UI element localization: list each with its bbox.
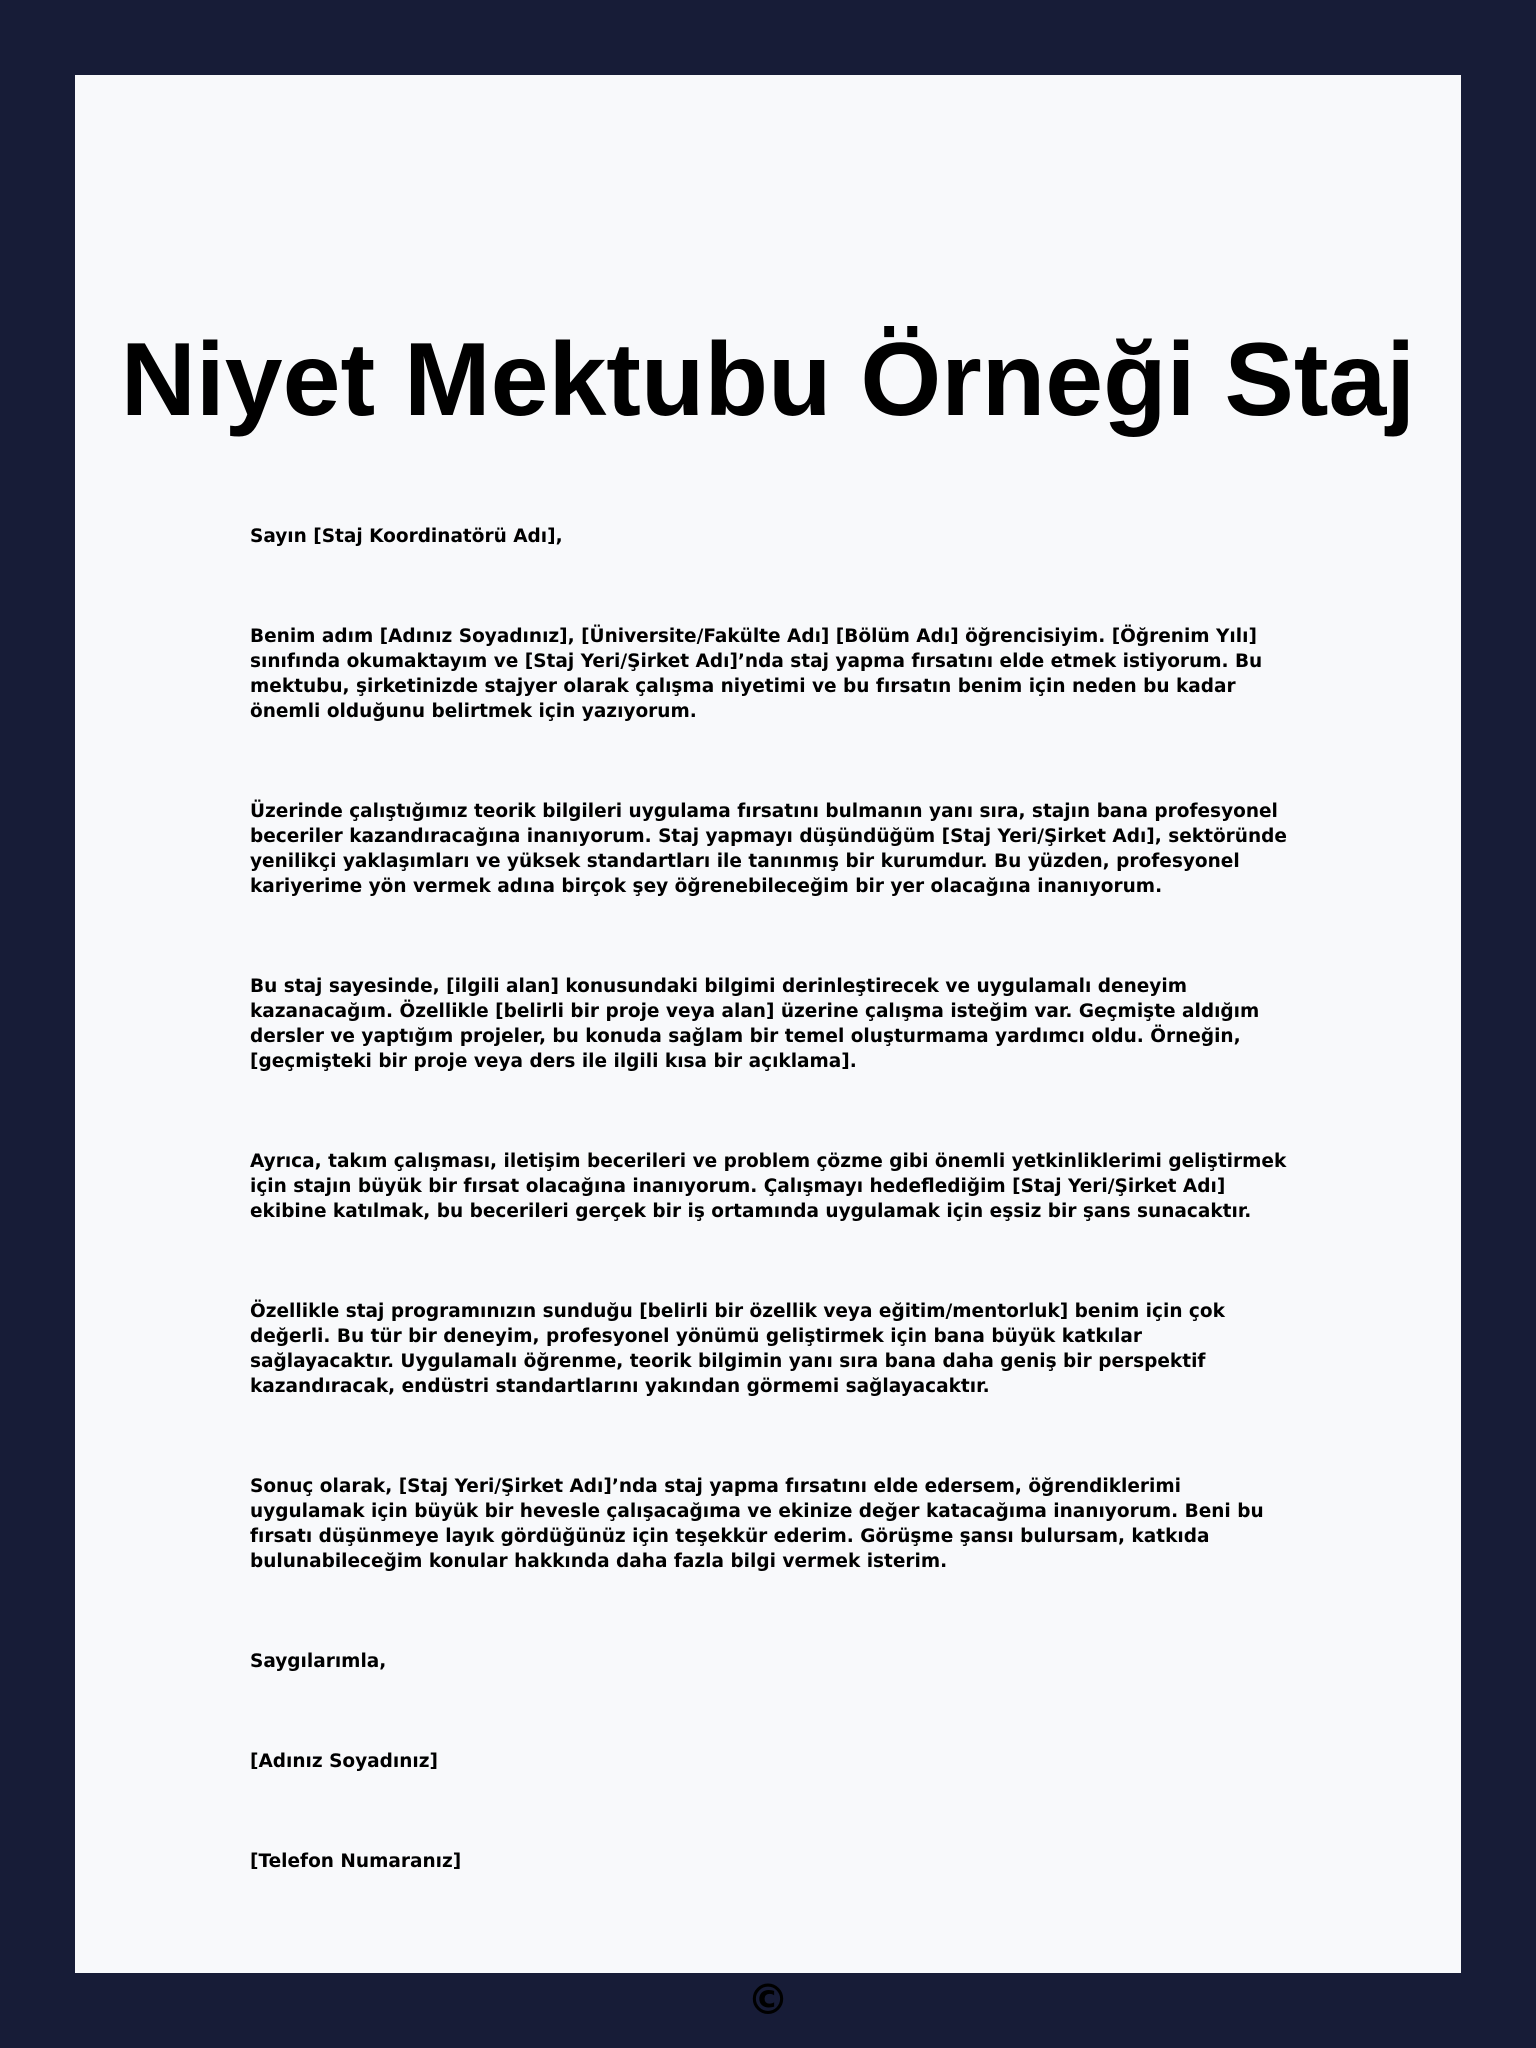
closing: Saygılarımla, [250,1651,387,1672]
salutation: Sayın [Staj Koordinatörü Adı], [250,526,563,547]
copyright-icon: © [747,1975,789,2024]
letter-body [250,524,1290,1874]
paragraph-2: Üzerinde çalıştığımız teorik bilgileri uygulama fırsatını bulmanın yanı sıra, stajın bana profesyonel beceriler kazandıracağına inanıyorum. Staj yapmayı düşündüğüm [Staj Yeri/Şirket Adı], sektöründe yenilikçi yaklaşımları ve yüksek standartları ile tanınmış bir kurumdur. Bu yüzden, profesyonel kariyerime yön vermek adına birçok şey öğrenebileceğim bir yer olacağına inanıyorum. [250,801,1287,897]
document-title: Niyet Mektubu Örneği Staj [120,322,1416,438]
paragraph-3: Bu staj sayesinde, [ilgili alan] konusundaki bilgimi derinleştirecek ve uygulamalı deneyim kazanacağım. Özellikle [belirli bir proje veya alan] üzerine çalışma isteğim var. Geçmişte aldığım dersler ve yaptığım projeler, bu konuda sağlam bir temel oluşturmama yardımcı oldu. Örneğin, [geçmişteki bir proje veya ders ile ilgili kısa bir açıklama]. [250,976,1260,1072]
paragraph-6: Sonuç olarak, [Staj Yeri/Şirket Adı]’nda staj yapma fırsatını elde edersem, öğrendiklerimi uygulamak için büyük bir hevesle çalışacağıma ve ekinize değer katacağıma inanıyorum. Beni bu fırsatı düşünmeye layık gördüğünüz için teşekkür ederim. Görüşme şansı bulursam, katkıda bulunabileceğim konular hakkında daha fazla bilgi vermek isterim. [250,1476,1264,1572]
paragraph-4: Ayrıca, takım çalışması, iletişim becerileri ve problem çözme gibi önemli yetkinliklerimi geliştirmek için stajın büyük bir fırsat olacağına inanıyorum. Çalışmayı hedeflediğim [Staj Yeri/Şirket Adı] ekibine katılmak, bu becerileri gerçek bir iş ortamında uygulamak için eşsiz bir şans sunacaktır. [250,1151,1287,1222]
paragraph-1: Benim adım [Adınız Soyadınız], [Üniversite/Fakülte Adı] [Bölüm Adı] öğrencisiyim. [Öğrenim Yılı] sınıfında okumaktayım ve [Staj Yeri/Şirket Adı]’nda staj yapma fırsatını elde etmek istiyorum. Bu mektubu, şirketinizde stajyer olarak çalışma niyetimi ve bu fırsatın benim için neden bu kadar önemli olduğunu belirtmek için yazıyorum. [250,626,1263,722]
paragraph-5: Özellikle staj programınızın sunduğu [belirli bir özellik veya eğitim/mentorluk] benim için çok değerli. Bu tür bir deneyim, profesyonel yönümü geliştirmek için bana büyük katkılar sağlayacaktır. Uygulamalı öğrenme, teorik bilgimin yanı sıra bana daha geniş bir perspektif kazandıracak, endüstri standartlarını yakından görmemi sağlayacaktır. [250,1301,1225,1397]
signature-phone: [Telefon Numaranız] [250,1851,462,1872]
signature-name: [Adınız Soyadınız] [250,1751,438,1772]
document-page [75,75,1461,2024]
